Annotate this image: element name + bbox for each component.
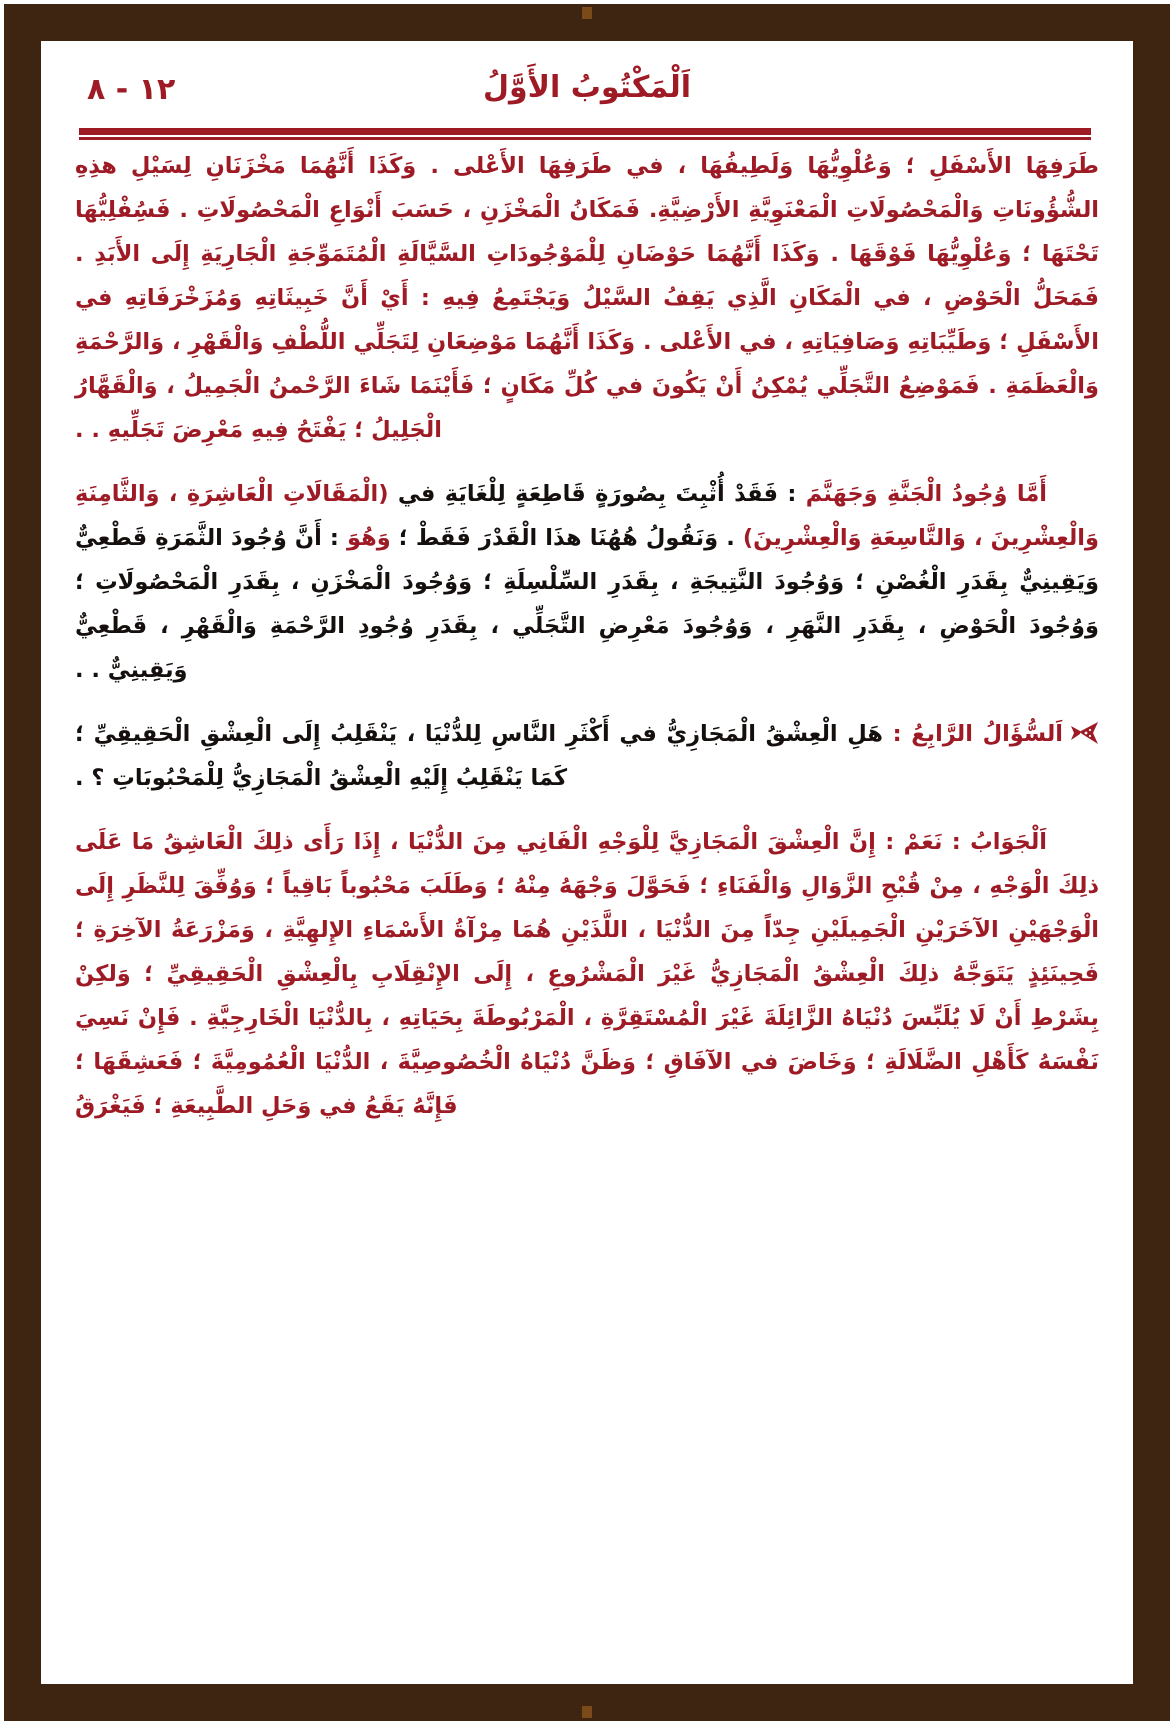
- body-text: [69, 144, 1105, 1128]
- p2-run-1: : فَقَدْ أُثْبِتَ بِصُورَةٍ قَاطِعَةٍ لِلْغَايَةِ في: [388, 481, 806, 507]
- page-header: [69, 62, 1105, 144]
- paragraph-gap-3: [75, 806, 1099, 820]
- header-rule-thick: [79, 128, 1091, 135]
- paragraph-2: [75, 472, 1099, 692]
- ornamental-border-top: [7, 7, 1167, 38]
- p2-run-3: . وَنَقُولُ هُهُنَا هذَا الْقَدْرَ فَقَطْ ؛: [390, 525, 743, 551]
- p3-run-0: اَلسُّؤَالُ الرَّابِعُ :: [892, 721, 1063, 747]
- ornamental-border-bottom: [7, 1687, 1167, 1718]
- border-pip-top: [582, 7, 592, 19]
- p2-run-0: أَمَّا وُجُودُ الْجَنَّةِ وَجَهَنَّمَ: [805, 481, 1047, 507]
- page-content: [55, 52, 1119, 1672]
- ornamental-border-right: [1136, 7, 1167, 1718]
- paragraph-4-answer: اَلْجَوَابُ : نَعَمْ : إِنَّ الْعِشْقَ الْمَجَازِيَّ لِلْوَجْهِ الْفَانِي مِنَ الدُّنْيَا ، إِذَا رَأَى ذلِكَ الْعَاشِقُ مَا عَلَى ذلِكَ الْوَجْهِ ، مِنْ قُبْحِ الزَّوَالِ وَالْفَنَاءِ ؛ فَحَوَّلَ وَجْهَهُ مِنْهُ ؛ وَطَلَبَ مَحْبُوباً بَاقِياً ؛ وَوُفِّقَ لِلنَّظَرِ إِلَى الْوَجْهَيْنِ الآخَرَيْنِ الْجَمِيلَيْنِ جِدّاً مِنَ الدُّنْيَا ، اللَّذَيْنِ هُمَا مِرْآةُ الأَسْمَاءِ الإِلهِيَّةِ ، وَمَزْرَعَةُ الآخِرَةِ ؛ فَحِينَئِذٍ يَتَوَجَّهُ ذلِكَ الْعِشْقُ الْمَجَازِيُّ غَيْرَ الْمَشْرُوعِ ، إِلَى الإِنْقِلَابِ بِالْعِشْقِ الْحَقِيقِيِّ ؛ وَلكِنْ بِشَرْطِ أَنْ لَا يُلَبِّسَ دُنْيَاهُ الزَّائِلَةَ غَيْرَ الْمُسْتَقِرَّةِ ، الْمَرْبُوطَةَ بِحَيَاتِهِ ، بِالدُّنْيَا الْخَارِجِيَّةِ . فَإِنْ نَسِيَ نَفْسَهُ كَأَهْلِ الضَّلَالَةِ ؛ وَخَاضَ في الآفَاقِ ؛ وَظَنَّ دُنْيَاهُ الْخُصُوصِيَّةَ ، الدُّنْيَا الْعُمُومِيَّةَ ؛ فَعَشِقَهَا ؛ فَإِنَّهُ يَقَعُ في وَحَلِ الطَّبِيعَةِ ؛ فَيَغْرَقُ: [75, 829, 1099, 1119]
- p2-run-4: وَهُوَ: [346, 525, 391, 551]
- border-pip-bottom: [582, 1706, 592, 1718]
- header-double-rule: [79, 128, 1091, 140]
- paragraph-3-question: [75, 712, 1099, 800]
- p2-run-5: : أَنَّ وُجُودَ الثَّمَرَةِ قَطْعِيٌّ وَيَقِينِيٌّ بِقَدَرِ الْغُصْنِ ؛ وَوُجُودَ النَّتِيجَةِ ، بِقَدَرِ السِّلْسِلَةِ ؛ وَوُجُودَ الْمَخْزَنِ ، بِقَدَرِ الْمَحْصُولَاتِ ؛ وَوُجُودَ الْحَوْضِ ، بِقَدَرِ النَّهَرِ ، وَوُجُودَ مَعْرِضِ التَّجَلِّي ، بِقَدَرِ وُجُودِ الرَّحْمَةِ وَالْقَهْرِ ، قَطْعِيٌّ وَيَقِينِيٌّ . .: [75, 525, 1099, 683]
- paragraph-1: طَرَفِهَا الأَسْفَلِ ؛ وَعُلْوِيُّهَا وَلَطِيفُهَا ، في طَرَفِهَا الأَعْلى . وَكَذَا أَنَّهُمَا مَخْزَنَانِ لِسَيْلِ هذِهِ الشُّؤُونَاتِ وَالْمَحْصُولَاتِ الْمَعْنَوِيَّةِ الأَرْضِيَّةِ. فَمَكَانُ الْمَخْزَنِ ، حَسَبَ أَنْوَاعِ الْمَحْصُولَاتِ . فَسُِفْلِيُّهَا تَحْتَهَا ؛ وَعُلْوِيُّهَا فَوْقَهَا . وَكَذَا أَنَّهُمَا حَوْضَانِ لِلْمَوْجُودَاتِ السَّيَّالَةِ الْمُتَمَوِّجَةِ الْجَارِيَةِ إِلَى الأَبَدِ . فَمَحَلُّ الْحَوْضِ ، في الْمَكَانِ الَّذِي يَقِفُ السَّيْلُ وَيَجْتَمِعُ فِيهِ : أَيْ أَنَّ خَبِيثَاتِهِ وَمُزَخْرَفَاتِهِ في الأَسْفَلِ ؛ وَطَيِّبَاتِهِ وَصَافِيَاتِهِ ، في الأَعْلى . وَكَذَا أَنَّهُمَا مَوْضِعَانِ لِتَجَلِّي اللُّطْفِ وَالْقَهْرِ ، وَالرَّحْمَةِ وَالْعَظَمَةِ . فَمَوْضِعُ التَّجَلِّي يُمْكِنُ أَنْ يَكُونَ في كُلِّ مَكَانٍ ؛ فَأَيْنَمَا شَاءَ الرَّحْمنُ الْجَمِيلُ ، وَالْقَهَّارُ الْجَلِيلُ ؛ يَفْتَحُ فِيهِ مَعْرِضَ تَجَلِّيهِ . .: [75, 153, 1099, 443]
- p3-run-1: هَلِ الْعِشْقُ الْمَجَازِيُّ في أَكْثَرِ النَّاسِ لِلدُّنْيَا ، يَنْقَلِبُ إِلَى الْعِشْقِ الْحَقِيقِيِّ ؛ كَمَا يَنْقَلِبُ إِلَيْهِ الْعِشْقُ الْمَجَازِيُّ لِلْمَحْبُوبَاتِ ؟ .: [75, 721, 893, 791]
- page-title: اَلْمَكْتُوبُ الأَوَّلُ: [482, 70, 692, 105]
- ornamental-border-left: [7, 7, 38, 1718]
- p2-run-2: (الْمَقَالَاتِ الْعَاشِرَةِ ، وَالثَّامِنَةِ وَالْعِشْرِينَ ، وَالتَّاسِعَةِ وَالْعِشْرِينَ): [75, 481, 1100, 551]
- header-rule-thin: [79, 137, 1091, 140]
- paragraph-gap-2: [75, 698, 1099, 712]
- paragraph-gap-1: [75, 458, 1099, 472]
- diamond-fleuron-ornament: [1069, 720, 1099, 746]
- page-number: ١٢ - ٨: [87, 72, 176, 107]
